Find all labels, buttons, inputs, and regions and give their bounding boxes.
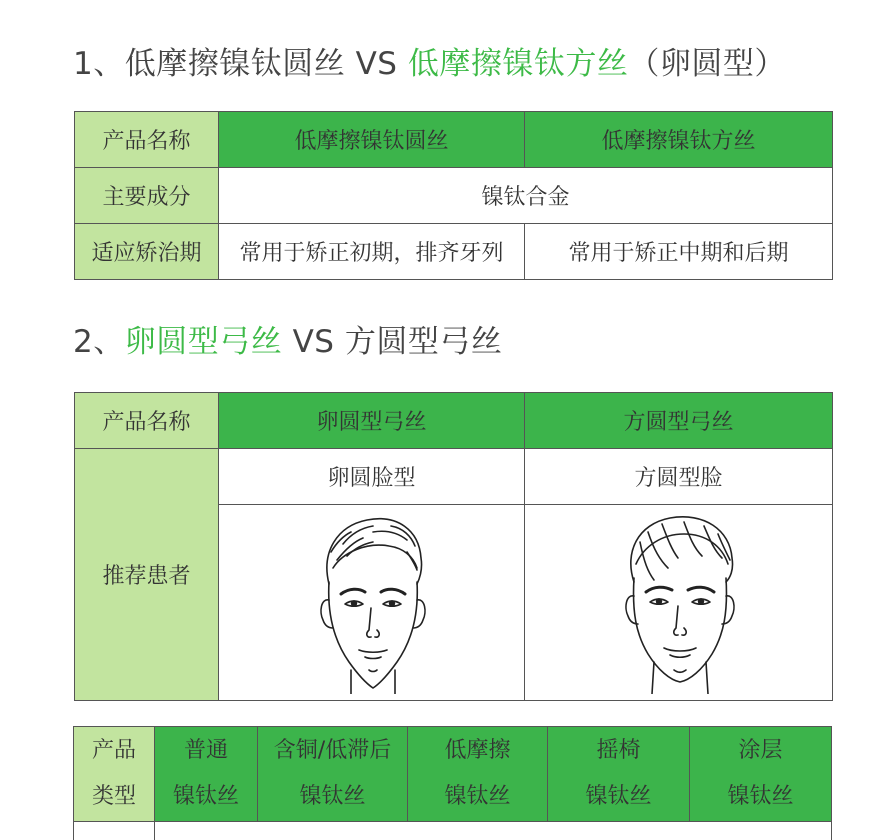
table-cell (74, 822, 155, 840)
section-heading-1 (73, 38, 786, 83)
product-name-label: 产品名称 (75, 112, 219, 168)
heading-part-round-wire: 低摩擦镍钛圆丝 (124, 46, 346, 82)
square-wire-header: 低摩擦镍钛方丝 (525, 112, 833, 168)
wire-type-table (73, 726, 832, 840)
heading-part-square-arch: 方圆型弓丝 (344, 324, 503, 360)
product-name-label: 产品名称 (75, 393, 219, 449)
heading-part-square-wire: 低摩擦镍钛方丝 (407, 46, 629, 82)
square-face-cell (525, 505, 833, 701)
oval-arch-header: 卵圆型弓丝 (219, 393, 525, 449)
heading-number: 2、 (73, 324, 125, 360)
product-type-label: 产品 类型 (74, 727, 155, 822)
oval-face-label: 卵圆脸型 (219, 449, 525, 505)
heading-vs: VS (282, 324, 345, 360)
treatment-phase-label: 适应矫治期 (75, 224, 219, 280)
recommended-patient-label: 推荐患者 (75, 449, 219, 701)
type-copper-niti: 含铜/低滞后 镍钛丝 (258, 727, 408, 822)
type-coated-niti: 涂层 镍钛丝 (690, 727, 832, 822)
composition-value: 镍钛合金 (219, 168, 833, 224)
section-heading-2 (73, 316, 502, 361)
table-cell (155, 822, 832, 840)
heading-part-oval-arch: 卵圆型弓丝 (124, 324, 283, 360)
type-rocking-chair-niti: 摇椅 镍钛丝 (548, 727, 690, 822)
round-wire-phase: 常用于矫正初期，排齐牙列 (219, 224, 525, 280)
round-wire-header: 低摩擦镍钛圆丝 (219, 112, 525, 168)
wire-comparison-table (74, 111, 833, 280)
heading-part-oval: （卵圆型） (628, 46, 786, 82)
square-face-label: 方圆型脸 (525, 449, 833, 505)
oval-face-cell (219, 505, 525, 701)
square-face-illustration (614, 512, 744, 694)
oval-face-illustration (307, 512, 437, 694)
square-arch-header: 方圆型弓丝 (525, 393, 833, 449)
composition-label: 主要成分 (75, 168, 219, 224)
type-low-friction-niti: 低摩擦 镍钛丝 (408, 727, 548, 822)
arch-shape-table (74, 392, 833, 701)
heading-number: 1、 (73, 46, 125, 82)
heading-vs: VS (345, 46, 408, 82)
square-wire-phase: 常用于矫正中期和后期 (525, 224, 833, 280)
type-normal-niti: 普通 镍钛丝 (155, 727, 258, 822)
